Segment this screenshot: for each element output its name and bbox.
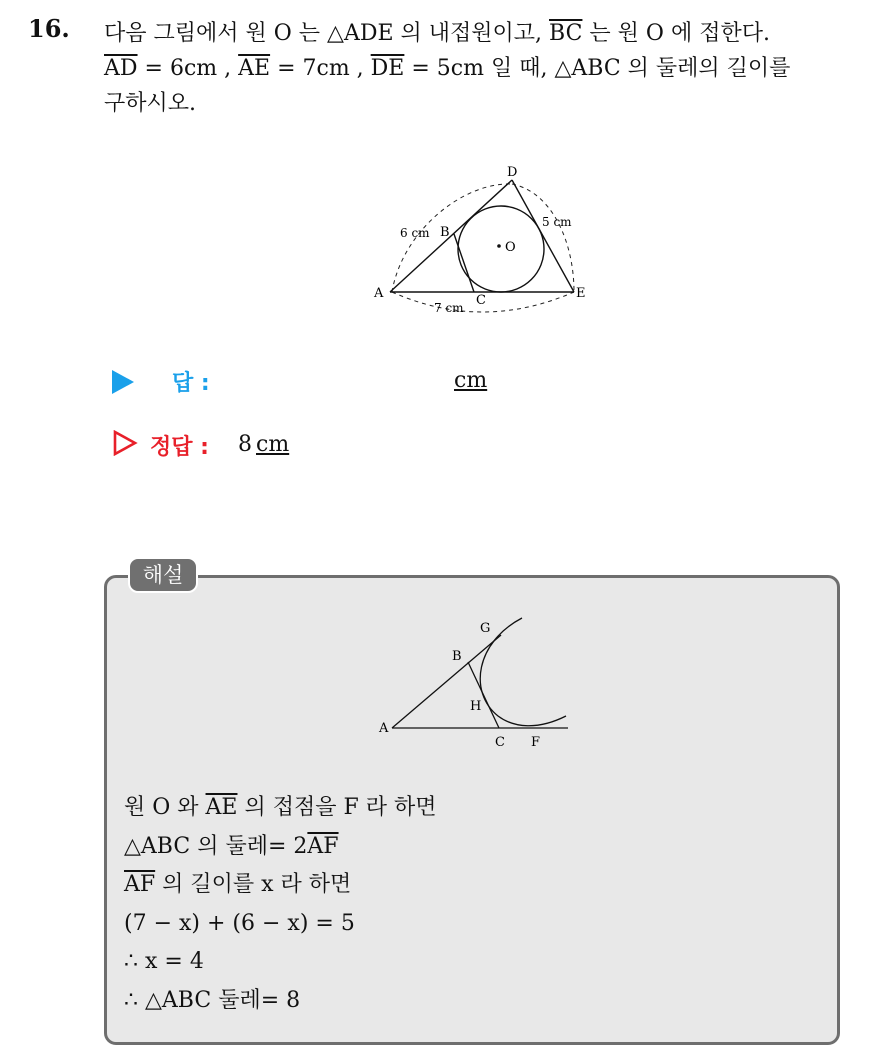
problem-text [104,16,864,121]
explanation-tab [128,557,198,593]
explanation-line-4: (7 − x) + (6 − x) = 5 [124,910,355,936]
problem-text-part: 다음 그림에서 원 O 는 △ADE 의 내접원이고, [104,21,550,46]
incircle-o [458,206,544,292]
label-a: A [379,721,389,736]
label-c: C [476,293,486,308]
solution-value: 8 [238,432,252,457]
problem-line-1 [104,16,864,51]
line-ag [392,635,501,728]
explanation-tab-label: 해설 [142,563,184,587]
solution-row [112,426,532,466]
problem-line-3: 구하시오. [104,91,197,116]
tangent-bc [454,234,474,292]
label-o: O [505,240,516,255]
label-f: F [531,735,541,750]
label-h: H [470,699,482,714]
circle-arc [480,618,566,726]
label-b: B [452,649,462,664]
segment-bc: $\overline{BC}$ [549,21,583,46]
segment-af: $\overline{AF}$ [307,833,339,859]
explanation-line-3 [124,867,436,906]
triangle-incircle-figure [362,162,602,322]
label-e: E [576,286,586,301]
explanation-text-part: △ABC 의 둘레= 2 [124,833,308,859]
explanation-text-part: 원 O 와 [124,795,206,820]
solution-unit: cm [256,432,290,457]
explanation-text-part: 의 접점을 F 라 하면 [237,795,437,820]
explanation-line-1 [124,790,436,829]
label-a: A [374,286,384,301]
outline-triangle-icon [112,430,138,456]
problem-line-2 [104,51,864,86]
segment-ae: $\overline{AE}$ [205,795,238,820]
problem-text-part: 는 원 O 에 접한다. [582,21,770,46]
explanation-line-5: ∴ x = 4 [124,949,204,974]
length-ad: 6 cm [400,226,430,240]
segment-ae: $\overline{AE}$ [238,56,271,81]
explanation-line-2 [124,829,436,868]
label-c: C [495,735,505,750]
problem-text-part: = 6cm , [137,56,239,81]
side-de [512,180,574,292]
solution-label: 정답 : [150,435,209,460]
answer-label: 답 : [172,371,210,396]
solution-answer [238,432,289,457]
length-ae: 7 cm [434,301,464,315]
label-g: G [480,621,491,636]
problem-text-part: = 7cm , [270,56,371,81]
segment-af: $\overline{AF}$ [124,872,156,897]
label-b: B [440,225,450,240]
problem-number: 16. [28,14,70,43]
explanation-text-part: 의 길이를 x 라 하면 [155,872,352,897]
segment-de: $\overline{DE}$ [370,56,405,81]
play-triangle-icon [112,370,134,394]
label-d: D [507,165,518,180]
segment-ad: $\overline{AD}$ [104,56,138,81]
answer-row [112,362,532,402]
center-point [497,244,501,248]
problem-text-part: = 5cm 일 때, △ABC 의 둘레의 길이를 [404,56,791,81]
explanation-text [124,790,436,1021]
explanation-figure [376,612,576,752]
answer-unit: cm [454,368,488,393]
length-de: 5 cm [542,215,572,229]
explanation-line-6: ∴ △ABC 둘레= 8 [124,987,301,1013]
